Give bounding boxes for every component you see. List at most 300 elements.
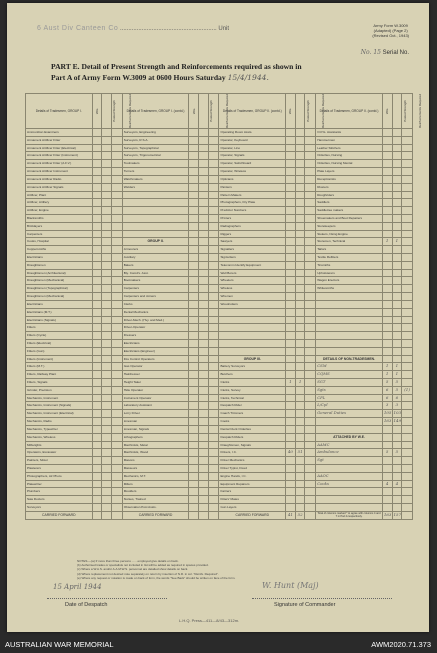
reinf-cell bbox=[208, 488, 219, 496]
posted-cell bbox=[392, 316, 402, 324]
posted-cell bbox=[199, 324, 209, 332]
despatch-label: Date of Despatch bbox=[65, 602, 108, 608]
posted-cell bbox=[102, 488, 112, 496]
posted-cell bbox=[392, 441, 402, 449]
posted-cell bbox=[295, 472, 305, 480]
we-cell bbox=[382, 199, 392, 207]
we-cell bbox=[189, 269, 199, 277]
reinf-cell bbox=[402, 457, 413, 465]
we-cell bbox=[382, 136, 392, 144]
posted-cell bbox=[295, 488, 305, 496]
table-row bbox=[26, 261, 413, 269]
we-cell bbox=[189, 425, 199, 433]
trade-label bbox=[219, 316, 286, 324]
trade-label bbox=[316, 488, 383, 496]
posted-cell bbox=[295, 160, 305, 168]
we-cell bbox=[92, 254, 102, 262]
posted-cell bbox=[199, 214, 209, 222]
reinf-cell bbox=[111, 472, 122, 480]
reinf-cell bbox=[208, 379, 219, 387]
reinf-cell bbox=[402, 402, 413, 410]
posted-cell bbox=[199, 152, 209, 160]
posted-cell bbox=[392, 332, 402, 340]
we-cell bbox=[286, 144, 296, 152]
we-cell bbox=[286, 316, 296, 324]
posted-cell: 5 bbox=[392, 379, 402, 387]
we-cell bbox=[189, 214, 199, 222]
we-cell bbox=[382, 168, 392, 176]
posted-cell bbox=[199, 402, 209, 410]
trade-label: Surveyors, Topographical bbox=[122, 144, 189, 152]
reinf-cell bbox=[305, 363, 316, 371]
reinf-cell bbox=[111, 214, 122, 222]
table-header-row: Details of Tradesmen, GROUP I. W.E. Posted Strength Reinforcements Required Details of Tradesmen, GROUP I. (contd.) W.E. Posted Strength Reinforcements Required Details of Tradesmen, GROUP II. (contd.) W.E. Posted Strength Reinforcements Required Details of Tradesmen, GROUP II. (contd.) W.E. Posted Strength Reinforcements Required bbox=[26, 94, 413, 129]
reinf-cell bbox=[111, 183, 122, 191]
we-cell bbox=[92, 339, 102, 347]
we-cell bbox=[382, 504, 392, 512]
posted-cell bbox=[295, 238, 305, 246]
trade-label: Pattern Makers bbox=[219, 191, 286, 199]
we-cell bbox=[92, 402, 102, 410]
we-cell bbox=[189, 433, 199, 441]
posted-cell bbox=[295, 191, 305, 199]
we-cell bbox=[189, 402, 199, 410]
serial-hand: No. 15 bbox=[360, 49, 381, 56]
reinf-cell bbox=[111, 425, 122, 433]
we-cell: 3 bbox=[382, 402, 392, 410]
posted-cell bbox=[295, 254, 305, 262]
posted-cell bbox=[199, 207, 209, 215]
reinf-cell bbox=[208, 504, 219, 512]
we-cell bbox=[92, 418, 102, 426]
trade-label: Mechanics, Radio bbox=[26, 418, 93, 426]
posted-cell bbox=[102, 339, 112, 347]
posted-cell: 149 bbox=[392, 418, 402, 426]
posted-cell bbox=[199, 457, 209, 465]
trade-label: Carpenters bbox=[122, 285, 189, 293]
posted-cell bbox=[199, 230, 209, 238]
table-row bbox=[26, 144, 413, 152]
posted-cell bbox=[102, 300, 112, 308]
posted-cell bbox=[199, 504, 209, 512]
table-row bbox=[26, 152, 413, 160]
trade-label bbox=[316, 504, 383, 512]
posted-cell bbox=[102, 379, 112, 387]
trade-label: Hide Operator bbox=[122, 386, 189, 394]
table-row bbox=[26, 496, 413, 504]
reinf-cell bbox=[402, 347, 413, 355]
table-row bbox=[26, 238, 413, 246]
posted-cell bbox=[392, 472, 402, 480]
reinf-cell bbox=[111, 285, 122, 293]
we-cell bbox=[189, 293, 199, 301]
we-cell bbox=[189, 449, 199, 457]
we-cell bbox=[92, 371, 102, 379]
posted-cell bbox=[199, 160, 209, 168]
we-cell bbox=[92, 363, 102, 371]
posted-cell bbox=[102, 324, 112, 332]
trade-label bbox=[122, 214, 189, 222]
trade-label: Clerks, Survey bbox=[219, 386, 286, 394]
reinf-cell bbox=[402, 308, 413, 316]
reinf-cell bbox=[305, 144, 316, 152]
trade-label bbox=[316, 300, 383, 308]
posted-cell bbox=[102, 308, 112, 316]
posted-cell bbox=[102, 293, 112, 301]
note-line: (c) Where a W.A.S. and/or A.A.M.W.S. personnel are detailed show details on back. bbox=[77, 567, 189, 572]
posted-cell bbox=[295, 207, 305, 215]
posted-cell bbox=[392, 191, 402, 199]
trade-label bbox=[316, 332, 383, 340]
reinf-cell bbox=[305, 371, 316, 379]
we-cell bbox=[286, 191, 296, 199]
we-cell bbox=[286, 238, 296, 246]
reinf-cell bbox=[402, 433, 413, 441]
reinf-cell bbox=[208, 480, 219, 488]
posted-cell bbox=[199, 347, 209, 355]
reinf-cell bbox=[305, 464, 316, 472]
trade-label: Despatch Riders bbox=[219, 433, 286, 441]
posted-cell bbox=[392, 254, 402, 262]
reinf-cell bbox=[305, 183, 316, 191]
total-we: 163 bbox=[382, 511, 392, 519]
posted-cell bbox=[199, 410, 209, 418]
reinf-cell bbox=[208, 191, 219, 199]
posted-cell bbox=[102, 433, 112, 441]
table-row bbox=[26, 425, 413, 433]
table-row bbox=[26, 441, 413, 449]
posted-cell bbox=[102, 191, 112, 199]
posted-cell bbox=[392, 457, 402, 465]
posted-cell bbox=[199, 293, 209, 301]
form-ref-line: Army Form W.3009 bbox=[373, 23, 408, 28]
trade-label: Surveyors, R.S.A. bbox=[122, 136, 189, 144]
we-cell bbox=[92, 277, 102, 285]
reinf-cell bbox=[208, 230, 219, 238]
reinf-cell bbox=[111, 496, 122, 504]
reinf-cell bbox=[402, 441, 413, 449]
trade-label bbox=[316, 418, 383, 426]
trade-label: CQMS bbox=[316, 371, 383, 379]
reinf-cell bbox=[305, 433, 316, 441]
posted-cell bbox=[199, 449, 209, 457]
unit-line: 6 Aust Div Canteen Co .......................................................... Unit bbox=[37, 25, 230, 32]
we-cell bbox=[286, 441, 296, 449]
we-cell: 6 bbox=[382, 386, 392, 394]
we-cell bbox=[189, 300, 199, 308]
trade-label: Storekeepers bbox=[316, 222, 383, 230]
table-row bbox=[26, 418, 413, 426]
trade-label: Surveyors bbox=[26, 504, 93, 512]
we-cell bbox=[189, 238, 199, 246]
table-row bbox=[26, 363, 413, 371]
reinf-cell bbox=[208, 449, 219, 457]
table-row bbox=[26, 355, 413, 363]
we-cell bbox=[286, 230, 296, 238]
posted-cell bbox=[295, 324, 305, 332]
trade-label: Mechanics, Typewriter bbox=[26, 425, 93, 433]
we-cell bbox=[286, 410, 296, 418]
note-line: (e) Where any request or notation is made on back of form, the words "See Back" should be written on face of the form. bbox=[77, 575, 236, 580]
we-cell bbox=[382, 207, 392, 215]
trade-label: Bty. Comd's. Asst. bbox=[122, 269, 189, 277]
posted-cell bbox=[295, 355, 305, 363]
trade-label: Painters, Motor bbox=[26, 457, 93, 465]
posted-cell bbox=[392, 136, 402, 144]
we-cell bbox=[189, 175, 199, 183]
trade-label bbox=[219, 347, 286, 355]
we-cell bbox=[382, 214, 392, 222]
we-cell bbox=[92, 191, 102, 199]
posted-cell bbox=[392, 504, 402, 512]
trade-label: AAMC bbox=[316, 441, 383, 449]
trade-label bbox=[316, 339, 383, 347]
reinf-cell bbox=[208, 324, 219, 332]
reinf-cell bbox=[305, 379, 316, 387]
trade-label: AAOC bbox=[316, 472, 383, 480]
posted-cell bbox=[102, 425, 112, 433]
trade-label: Mechanics, Wireless bbox=[26, 433, 93, 441]
posted-cell bbox=[102, 496, 112, 504]
form-page bbox=[7, 3, 429, 632]
posted-cell: 6 bbox=[392, 394, 402, 402]
trade-label: Sawyers bbox=[219, 238, 286, 246]
we-cell bbox=[286, 175, 296, 183]
trade-label: Engine Hands, I.C. bbox=[219, 472, 286, 480]
trade-label: Cooks, Hospital bbox=[26, 238, 93, 246]
reinf-cell bbox=[305, 152, 316, 160]
posted-cell bbox=[295, 339, 305, 347]
carry-g3-posted: 52 bbox=[295, 511, 305, 519]
we-cell bbox=[92, 160, 102, 168]
reinf-cell bbox=[305, 410, 316, 418]
reinf-cell bbox=[208, 347, 219, 355]
reinf-cell bbox=[208, 394, 219, 402]
we-cell bbox=[286, 129, 296, 137]
we-cell bbox=[189, 472, 199, 480]
reinf-cell bbox=[208, 199, 219, 207]
posted-cell bbox=[295, 199, 305, 207]
posted-cell bbox=[199, 175, 209, 183]
reinf-cell bbox=[305, 386, 316, 394]
trade-label: Lithographers bbox=[122, 433, 189, 441]
trade-label: Radiographers bbox=[219, 222, 286, 230]
trade-label: Driver-Operator bbox=[122, 324, 189, 332]
posted-cell: 51 bbox=[295, 449, 305, 457]
trade-label: Leather Stitchers bbox=[316, 144, 383, 152]
posted-cell bbox=[102, 457, 112, 465]
trade-label: Draughtsmen (Topographical) bbox=[26, 285, 93, 293]
reinf-cell bbox=[111, 410, 122, 418]
reinf-cell bbox=[111, 152, 122, 160]
reinf-cell bbox=[208, 371, 219, 379]
reinf-cell bbox=[402, 449, 413, 457]
posted-cell bbox=[199, 261, 209, 269]
reinf-cell bbox=[305, 402, 316, 410]
table-row bbox=[26, 324, 413, 332]
reinf-cell bbox=[111, 480, 122, 488]
trade-label: Gun Layers bbox=[219, 504, 286, 512]
we-cell bbox=[189, 418, 199, 426]
we-cell bbox=[92, 230, 102, 238]
reinf-cell bbox=[305, 418, 316, 426]
we-cell bbox=[286, 199, 296, 207]
we-cell bbox=[286, 246, 296, 254]
trade-label: Lorry Driver bbox=[122, 410, 189, 418]
trade-label: Well Borers bbox=[219, 269, 286, 277]
we-cell bbox=[286, 207, 296, 215]
we-cell bbox=[189, 261, 199, 269]
reinf-cell bbox=[305, 425, 316, 433]
posted-cell bbox=[102, 238, 112, 246]
trade-label: Driver Typist, Fixed bbox=[219, 464, 286, 472]
we-cell bbox=[286, 347, 296, 355]
trade-label: Mechanics, Instrument (Electrical) bbox=[26, 410, 93, 418]
reinf-cell bbox=[208, 285, 219, 293]
we-cell bbox=[92, 441, 102, 449]
posted-cell bbox=[199, 136, 209, 144]
trade-label: Butchers bbox=[219, 371, 286, 379]
reinf-cell bbox=[305, 449, 316, 457]
posted-cell bbox=[199, 285, 209, 293]
trade-label bbox=[219, 324, 286, 332]
reinf-cell bbox=[402, 144, 413, 152]
posted-cell bbox=[102, 386, 112, 394]
trade-label: Plate Layers bbox=[316, 168, 383, 176]
reinf-cell bbox=[305, 457, 316, 465]
reinf-cell bbox=[208, 160, 219, 168]
posted-cell bbox=[392, 355, 402, 363]
we-cell bbox=[286, 433, 296, 441]
trade-label: Fitters (Electrical) bbox=[26, 339, 93, 347]
trade-label: Laboratory Assistant bbox=[122, 402, 189, 410]
posted-cell bbox=[199, 300, 209, 308]
reinf-cell bbox=[208, 472, 219, 480]
trade-label: Clerks bbox=[122, 300, 189, 308]
we-cell bbox=[286, 293, 296, 301]
reinf-cell bbox=[208, 308, 219, 316]
we-cell bbox=[92, 457, 102, 465]
posted-cell bbox=[199, 441, 209, 449]
trade-label: Height Taker bbox=[122, 379, 189, 387]
reinf-cell bbox=[402, 269, 413, 277]
we-cell bbox=[92, 214, 102, 222]
trade-label: Welders bbox=[122, 183, 189, 191]
table-row bbox=[26, 160, 413, 168]
reinf-cell bbox=[208, 410, 219, 418]
trade-label: Farriers bbox=[219, 488, 286, 496]
reinf-cell bbox=[305, 324, 316, 332]
we-cell: 1 bbox=[382, 371, 392, 379]
trade-label: Opticians bbox=[219, 175, 286, 183]
we-cell bbox=[189, 183, 199, 191]
reinf-cell bbox=[111, 175, 122, 183]
trade-label: Driver-Mech. (Hvy. and Med.) bbox=[122, 316, 189, 324]
reinf-cell bbox=[111, 300, 122, 308]
posted-cell bbox=[295, 433, 305, 441]
trade-label: Storemen, Technical bbox=[316, 238, 383, 246]
posted-cell bbox=[199, 199, 209, 207]
trade-label: Millers bbox=[122, 480, 189, 488]
table-body bbox=[26, 129, 413, 512]
reinf-cell bbox=[111, 222, 122, 230]
reinf-cell bbox=[111, 449, 122, 457]
posted-cell bbox=[199, 332, 209, 340]
reinf-cell bbox=[305, 230, 316, 238]
trade-label: Machinists, Wood bbox=[122, 449, 189, 457]
posted-cell bbox=[102, 449, 112, 457]
trade-label: Armament Artificer Instrument bbox=[26, 168, 93, 176]
table-row bbox=[26, 504, 413, 512]
posted-cell bbox=[199, 183, 209, 191]
serial-number bbox=[361, 49, 409, 56]
trade-label: Cooks bbox=[316, 480, 383, 488]
we-cell bbox=[92, 238, 102, 246]
trade-label: Linesman, Signals bbox=[122, 425, 189, 433]
we-cell bbox=[286, 308, 296, 316]
we-cell bbox=[382, 191, 392, 199]
we-cell bbox=[286, 152, 296, 160]
reinf-cell bbox=[208, 418, 219, 426]
posted-cell bbox=[392, 300, 402, 308]
posted-cell bbox=[199, 222, 209, 230]
trade-label bbox=[316, 347, 383, 355]
posted-cell bbox=[295, 183, 305, 191]
trade-label: Operator, Switchboard bbox=[219, 160, 286, 168]
trade-label: Moulders bbox=[122, 488, 189, 496]
trade-label: General Duties bbox=[316, 410, 383, 418]
trade-label: Wiremen bbox=[219, 293, 286, 301]
trade-label bbox=[316, 496, 383, 504]
we-cell: 6 bbox=[382, 394, 392, 402]
posted-cell bbox=[295, 316, 305, 324]
trade-label: Electricians (Engineer) bbox=[122, 347, 189, 355]
trade-label: GROUP II. bbox=[122, 238, 189, 246]
reinf-cell bbox=[208, 175, 219, 183]
posted-cell bbox=[392, 160, 402, 168]
posted-cell bbox=[199, 371, 209, 379]
we-cell bbox=[189, 457, 199, 465]
signature-rule bbox=[252, 598, 392, 599]
we-cell bbox=[189, 254, 199, 262]
we-cell bbox=[189, 285, 199, 293]
reinf-cell bbox=[402, 332, 413, 340]
posted-cell bbox=[295, 386, 305, 394]
posted-cell bbox=[295, 222, 305, 230]
posted-cell bbox=[392, 339, 402, 347]
posted-cell: 1 bbox=[392, 238, 402, 246]
reinf-cell bbox=[402, 238, 413, 246]
posted-cell bbox=[199, 246, 209, 254]
we-cell bbox=[92, 472, 102, 480]
we-cell bbox=[92, 433, 102, 441]
posted-cell bbox=[102, 464, 112, 472]
reinf-cell bbox=[402, 214, 413, 222]
table-row bbox=[26, 207, 413, 215]
unit-written: 6 Aust Div Canteen Co bbox=[37, 25, 119, 32]
reinf-cell bbox=[208, 496, 219, 504]
posted-cell bbox=[102, 347, 112, 355]
posted-cell bbox=[392, 433, 402, 441]
posted-cell bbox=[295, 332, 305, 340]
reinf-cell bbox=[402, 261, 413, 269]
reinf-cell bbox=[402, 246, 413, 254]
trade-label bbox=[219, 332, 286, 340]
we-cell bbox=[189, 152, 199, 160]
trade-label: Equipment Repairers bbox=[219, 480, 286, 488]
we-cell bbox=[92, 379, 102, 387]
reinf-cell bbox=[305, 316, 316, 324]
